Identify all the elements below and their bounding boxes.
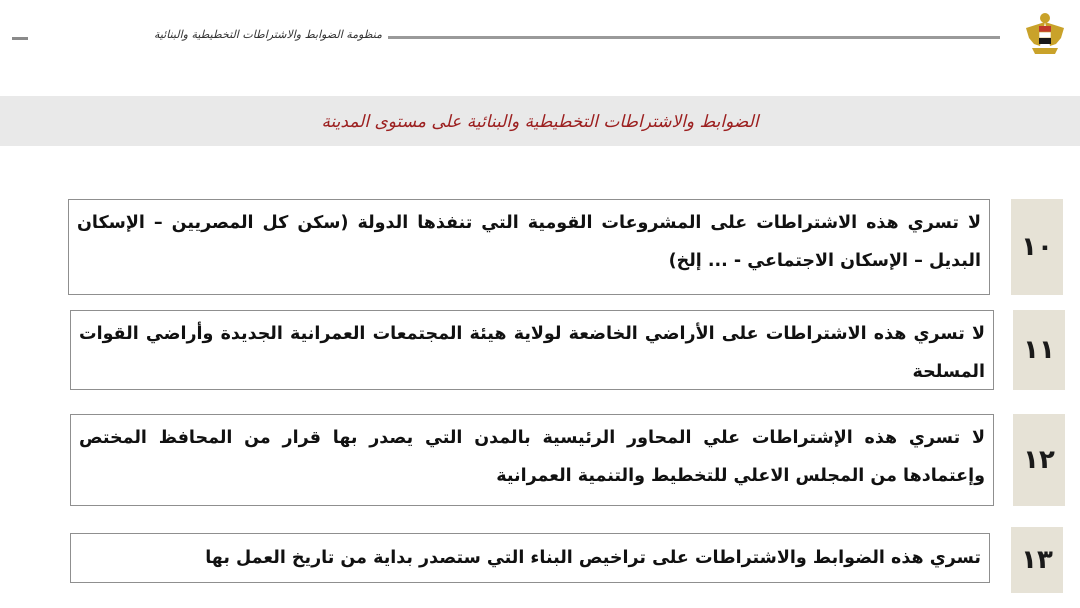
row-text: تسري هذه الضوابط والاشتراطات على تراخيص البناء التي ستصدر بداية من تاريخ العمل بها — [70, 533, 990, 583]
row-text: لا تسري هذه الإشتراطات علي المحاور الرئيسية بالمدن التي يصدر بها قرار من المحافظ المختص وإعتمادها من المجلس الاعلي للتخطيط والتنمية العمرانية — [70, 414, 994, 506]
row-text: لا تسري هذه الاشتراطات على المشروعات القومية التي تنفذها الدولة (سكن كل المصريين – الإسكان البديل – الإسكان الاجتماعي - ... إلخ) — [68, 199, 990, 295]
row-number: ١١ — [1013, 310, 1065, 390]
row-text: لا تسري هذه الاشتراطات على الأراضي الخاضعة لولاية هيئة المجتمعات العمرانية الجديدة وأراضي القوات المسلحة — [70, 310, 994, 390]
row-number: ١٠ — [1011, 199, 1063, 295]
header-rule — [388, 36, 1000, 39]
page-title: الضوابط والاشتراطات التخطيطية والبنائية على مستوى المدينة — [321, 112, 759, 132]
page-header — [0, 0, 1080, 80]
title-band — [0, 96, 1080, 146]
header-caption: منظومة الضوابط والاشتراطات التخطيطية والبنائية — [153, 28, 382, 41]
row-number: ١٣ — [1011, 527, 1063, 593]
row-number: ١٢ — [1013, 414, 1065, 506]
egypt-eagle-emblem-icon — [1020, 8, 1070, 60]
header-left-dash — [12, 37, 28, 40]
